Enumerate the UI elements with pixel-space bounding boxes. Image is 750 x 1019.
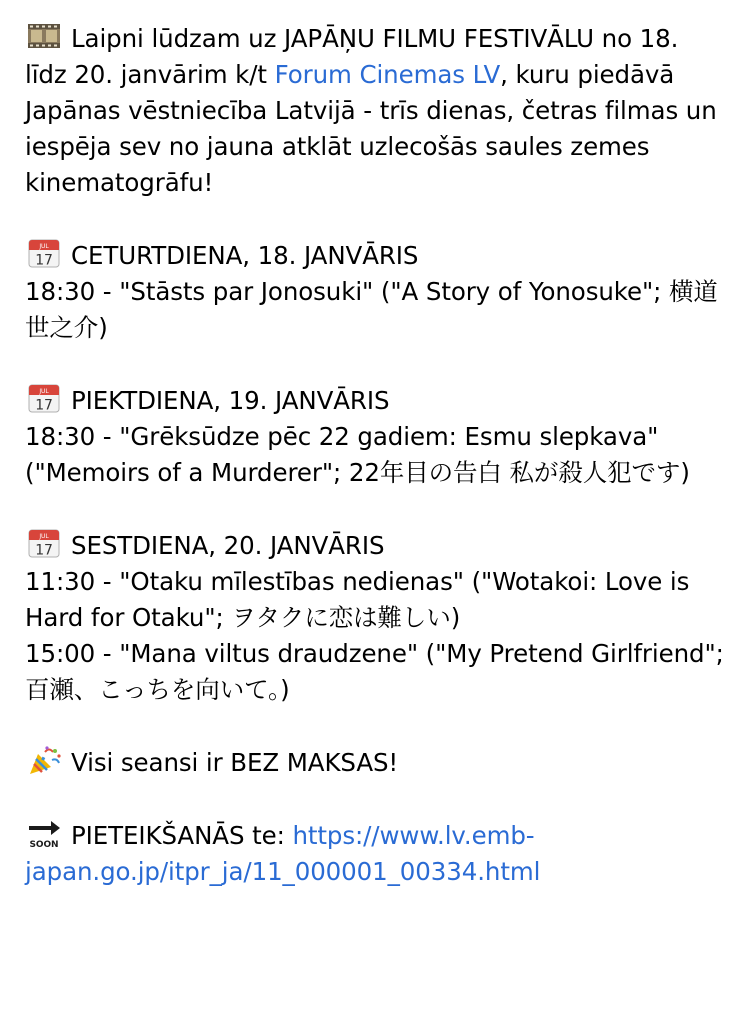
registration-label: PIETEIKŠANĀS te:: [71, 821, 293, 850]
film-frames-icon: [25, 20, 63, 52]
svg-text:JUL: JUL: [39, 388, 49, 395]
day-heading: CETURTDIENA, 18. JANVĀRIS: [71, 241, 419, 270]
free-note-text: Visi seansi ir BEZ MAKSAS!: [71, 748, 399, 777]
day-section: [25, 237, 724, 346]
calendar-icon: [25, 382, 63, 414]
day-heading: SESTDIENA, 20. JANVĀRIS: [71, 531, 385, 560]
day-heading: PIEKTDIENA, 19. JANVĀRIS: [71, 386, 390, 415]
calendar-icon: [25, 527, 63, 559]
intro-paragraph: [25, 20, 724, 201]
intro-text-end: , kuru piedāvā Japānas vēstniecība Latvijā - trīs dienas, četras filmas un iespēja sev no jauna atklāt uzlecošās saules zemes kinematogrāfu!: [25, 60, 717, 197]
svg-text:JUL: JUL: [39, 533, 49, 540]
registration-link[interactable]: https://www.lv.emb-japan.go.jp/itpr_ja/11_000001_00334.html: [25, 821, 541, 886]
svg-text:SOON: SOON: [29, 840, 59, 849]
svg-text:17: 17: [35, 252, 53, 269]
svg-text:JUL: JUL: [39, 243, 49, 250]
party-popper-icon: [25, 744, 63, 776]
calendar-icon: [25, 237, 63, 269]
screening-line: 18:30 - "Stāsts par Jonosuki" ("A Story of Yonosuke"; 横道世之介): [25, 277, 718, 342]
soon-arrow-icon: [25, 817, 63, 849]
screening-line: 18:30 - "Grēksūdze pēc 22 gadiem: Esmu slepkava" ("Memoirs of a Murderer"; 22年目の告白 私が殺人犯です): [25, 422, 690, 487]
day-section: [25, 382, 724, 491]
registration-paragraph: [25, 817, 724, 890]
screening-line: 11:30 - "Otaku mīlestības nedienas" ("Wotakoi: Love is Hard for Otaku"; ヲタクに恋は難しい): [25, 567, 690, 632]
day-section: [25, 527, 724, 708]
svg-text:17: 17: [35, 397, 53, 414]
forum-cinemas-link[interactable]: Forum Cinemas LV: [274, 60, 501, 89]
svg-text:17: 17: [35, 542, 53, 559]
free-note: [25, 744, 724, 781]
intro-text-start: Laipni lūdzam uz JAPĀŅU FILMU FESTIVĀLU no 18. līdz 20. janvārim k/t: [25, 24, 679, 89]
screening-line: 15:00 - "Mana viltus draudzene" ("My Pretend Girlfriend"; 百瀬、こっちを向いて。): [25, 639, 724, 704]
